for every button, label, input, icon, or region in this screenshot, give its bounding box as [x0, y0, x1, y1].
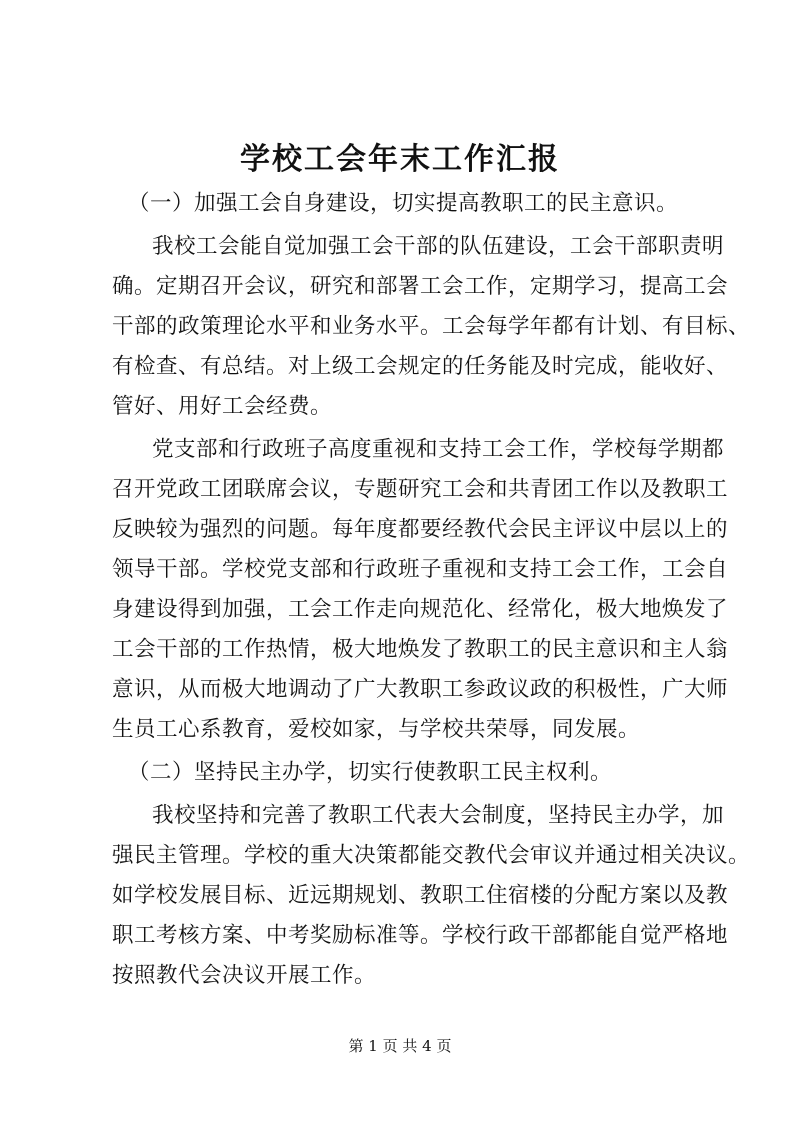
paragraph-line: 管好、用好工会经费。: [112, 394, 333, 419]
paragraph-line: 确。定期召开会议，研究和部署工会工作，定期学习，提高工会: [112, 274, 729, 299]
paragraph-line: 工会干部的工作热情，极大地焕发了教职工的民主意识和主人翁: [112, 637, 729, 662]
section-heading-2: （二）坚持民主办学，切实行使教职工民主权利。: [128, 760, 613, 785]
paragraph-line: 党支部和行政班子高度重视和支持工会工作，学校每学期都: [152, 437, 725, 462]
paragraph-line: 意识，从而极大地调动了广大教职工参政议政的积极性，广大师: [112, 677, 729, 702]
paragraph-line: 干部的政策理论水平和业务水平。工会每学年都有计划、有目标、: [112, 314, 751, 339]
paragraph-line: 身建设得到加强，工会工作走向规范化、经常化，极大地焕发了: [112, 597, 729, 622]
paragraph-line: 如学校发展目标、近远期规划、教职工住宿楼的分配方案以及教: [112, 883, 729, 908]
paragraph-line: 职工考核方案、中考奖励标准等。学校行政干部都能自觉严格地: [112, 923, 729, 948]
paragraph-line: 强民主管理。学校的重大决策都能交教代会审议并通过相关决议。: [112, 843, 751, 868]
document-title: 学校工会年末工作汇报: [240, 142, 560, 177]
paragraph-line: 按照教代会决议开展工作。: [112, 963, 377, 988]
paragraph-line: 召开党政工团联席会议，专题研究工会和共青团工作以及教职工: [112, 477, 729, 502]
paragraph-line: 有检查、有总结。对上级工会规定的任务能及时完成，能收好、: [112, 354, 729, 379]
paragraph-line: 我校坚持和完善了教职工代表大会制度，坚持民主办学，加: [152, 803, 725, 828]
paragraph-line: 领导干部。学校党支部和行政班子重视和支持工会工作，工会自: [112, 557, 729, 582]
paragraph-line: 我校工会能自觉加强工会干部的队伍建设，工会干部职责明: [152, 234, 725, 259]
paragraph-line: 生员工心系教育，爱校如家，与学校共荣辱，同发展。: [112, 717, 641, 742]
paragraph-line: 反映较为强烈的问题。每年度都要经教代会民主评议中层以上的: [112, 517, 729, 542]
page-number-footer: 第 1 页 共 4 页: [348, 1037, 452, 1055]
section-heading-1: （一）加强工会自身建设，切实提高教职工的民主意识。: [128, 191, 679, 216]
